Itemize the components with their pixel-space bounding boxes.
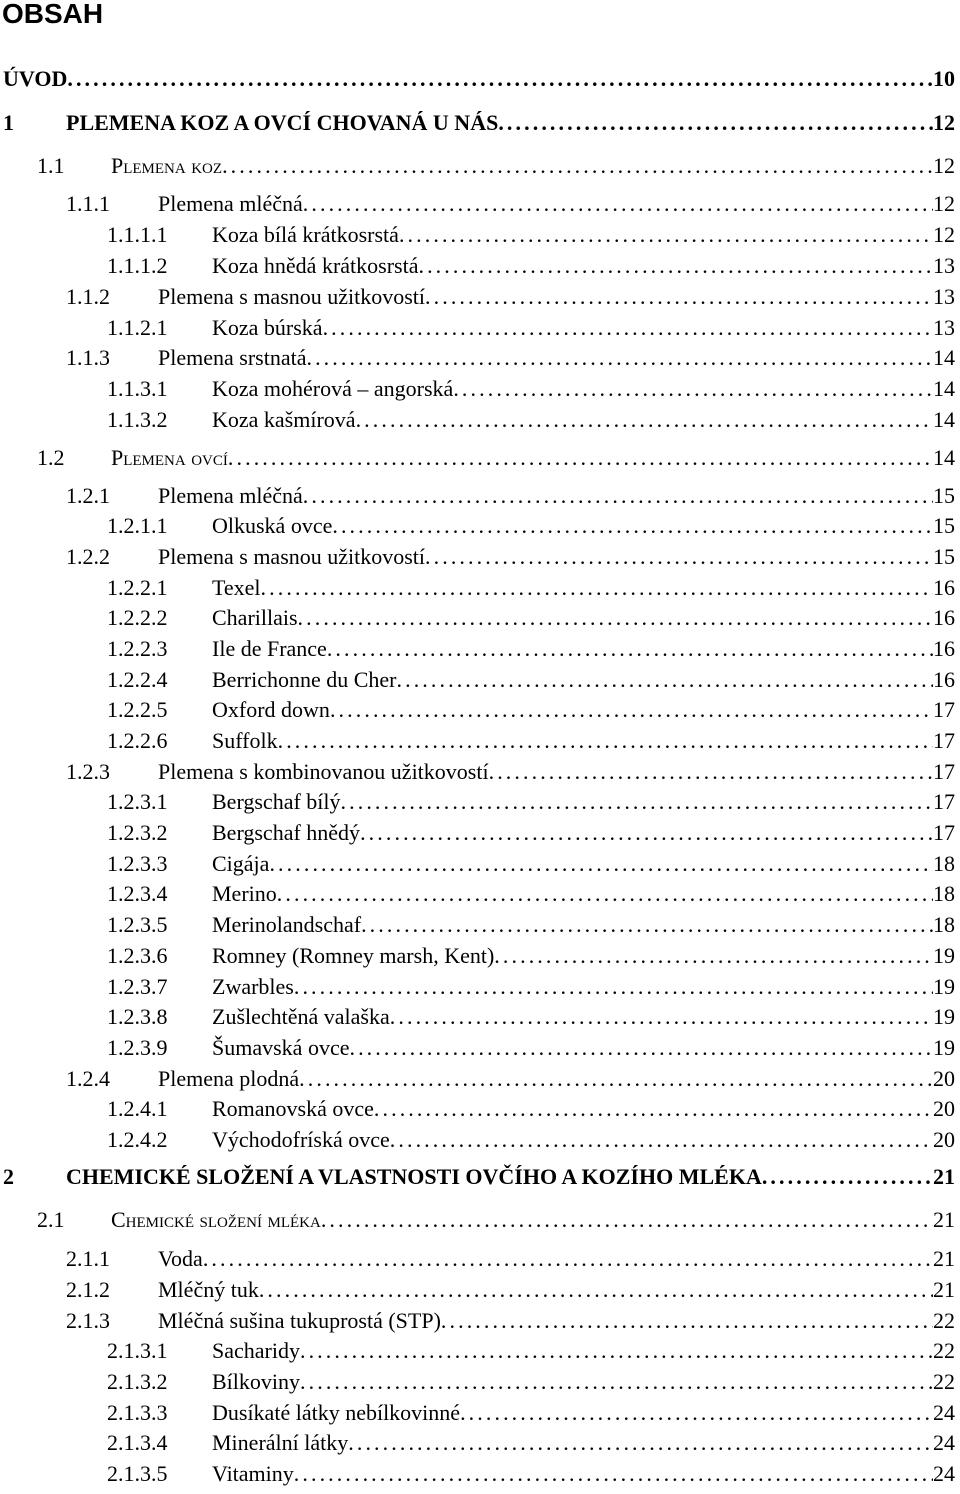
toc-entry[interactable] (0, 108, 955, 138)
toc-dot-leader (300, 1367, 933, 1397)
toc-entry[interactable] (0, 941, 955, 971)
toc-entry-page: 17 (933, 820, 955, 845)
toc-dot-leader (762, 1162, 933, 1192)
toc-entry-title: Zušlechtěná valaška (212, 1002, 390, 1032)
toc-entry-title: CHEMICKÉ SLOŽENÍ A VLASTNOSTI OVČÍHO A KOZÍHO MLÉKA (66, 1162, 762, 1192)
toc-entry-page: 10 (933, 66, 955, 91)
toc-entry-title: Plemena ovcí (111, 443, 228, 473)
toc-entry[interactable] (0, 1064, 955, 1094)
toc-entry-title: Plemena s kombinovanou užitkovostí (158, 757, 489, 787)
toc-entry[interactable] (0, 151, 955, 181)
toc-dot-leader (277, 879, 933, 909)
toc-entry-page: 20 (933, 1066, 955, 1091)
toc-dot-leader (327, 634, 933, 664)
toc-entry-page: 21 (933, 1277, 955, 1302)
toc-entry-page: 21 (933, 1246, 955, 1271)
toc-dot-leader (298, 603, 933, 633)
toc-entry-number: 1.2.3.3 (107, 851, 168, 876)
toc-entry-title: Merinolandschaf (212, 910, 361, 940)
toc-entry-page: 15 (933, 483, 955, 508)
toc-entry-title: Koza mohérová – angorská (212, 374, 453, 404)
toc-entry[interactable] (0, 818, 955, 848)
toc-entry-number: 1.1.3 (66, 345, 110, 370)
toc-entry-number: 1.2.1 (66, 483, 110, 508)
toc-dot-leader (397, 665, 934, 695)
toc-entry-number: 1.1.1.2 (107, 253, 168, 278)
toc-entry-title: Východofríská ovce (212, 1125, 390, 1155)
toc-entry[interactable] (0, 603, 955, 633)
toc-dot-leader (269, 849, 933, 879)
toc-dot-leader (303, 189, 933, 219)
toc-entry-number: 1.2.3.1 (107, 789, 168, 814)
toc-entry-page: 18 (933, 851, 955, 876)
toc-entry[interactable] (0, 511, 955, 541)
toc-entry[interactable] (0, 1162, 955, 1192)
toc-dot-leader (261, 573, 933, 603)
toc-dot-leader (303, 481, 933, 511)
toc-entry-page: 24 (933, 1430, 955, 1455)
toc-dot-leader (299, 1064, 933, 1094)
toc-entry-number: 1.2.4.2 (107, 1127, 168, 1152)
toc-entry-number: 2.1.3.1 (107, 1338, 168, 1363)
toc-entry[interactable] (0, 1244, 955, 1274)
toc-entry-title: Mléčný tuk (158, 1275, 259, 1305)
toc-entry[interactable] (0, 1428, 955, 1458)
toc-dot-leader (228, 443, 933, 473)
toc-entry-number: 2.1.3.5 (107, 1461, 168, 1486)
toc-entry-title: Oxford down (212, 695, 330, 725)
toc-entry-page: 13 (933, 315, 955, 340)
toc-entry-page: 13 (933, 284, 955, 309)
toc-entry-title: Zwarbles (212, 972, 294, 1002)
toc-entry-page: 17 (933, 789, 955, 814)
toc-entry-page: 22 (933, 1338, 955, 1363)
toc-entry-number: 1.1.2.1 (107, 315, 168, 340)
toc-entry[interactable] (0, 251, 955, 281)
toc-dot-leader (361, 910, 933, 940)
toc-entry-number: 1.2.3.4 (107, 881, 168, 906)
toc-entry-number: 1.2.2.2 (107, 605, 168, 630)
toc-entry[interactable] (0, 282, 955, 312)
toc-dot-leader (259, 1275, 933, 1305)
toc-entry-number: 1.2.2.6 (107, 728, 168, 753)
toc-dot-leader (356, 405, 933, 435)
toc-entry-title: Koza hnědá krátkosrstá (212, 251, 418, 281)
toc-entry-title: Suffolk (212, 726, 278, 756)
toc-dot-leader (460, 1398, 933, 1428)
toc-dot-leader (349, 1033, 933, 1063)
toc-entry-title: Bílkoviny (212, 1367, 300, 1397)
toc-entry[interactable] (0, 665, 955, 695)
toc-entry-page: 22 (933, 1369, 955, 1394)
toc-entry-number: 1.2.3.6 (107, 943, 168, 968)
toc-entry[interactable] (0, 849, 955, 879)
toc-entry-page: 17 (933, 728, 955, 753)
toc-entry-title: Vitaminy (212, 1459, 294, 1489)
toc-entry-title: Chemické složení mléka (111, 1205, 321, 1235)
toc-entry-number: 1.1.2 (66, 284, 110, 309)
toc-entry-title: Šumavská ovce (212, 1033, 349, 1063)
toc-entry-page: 12 (933, 110, 955, 135)
toc-entry-number: 1.2.2 (66, 544, 110, 569)
page-title: OBSAH (2, 0, 104, 29)
toc-entry[interactable] (0, 634, 955, 664)
toc-entry-title: Plemena s masnou užitkovostí (158, 542, 425, 572)
toc-entry-number: 1.2.2.4 (107, 667, 168, 692)
toc-entry-number: 1.2.1.1 (107, 513, 168, 538)
toc-entry[interactable] (0, 374, 955, 404)
toc-dot-leader (323, 313, 933, 343)
toc-entry-title: Koza búrská (212, 313, 323, 343)
toc-dot-leader (330, 695, 933, 725)
toc-entry[interactable] (0, 1125, 955, 1155)
toc-entry-page: 13 (933, 253, 955, 278)
toc-entry-page: 17 (933, 759, 955, 784)
toc-entry-title: Koza bílá krátkosrstá (212, 220, 399, 250)
toc-entry-title: Texel (212, 573, 261, 603)
toc-entry-page: 20 (933, 1096, 955, 1121)
toc-entry[interactable] (0, 1336, 955, 1366)
toc-dot-leader (453, 374, 933, 404)
toc-entry-number: 1.2.2.1 (107, 575, 168, 600)
toc-entry-number: 1.2.3.7 (107, 974, 168, 999)
toc-entry-title: Ile de France (212, 634, 327, 664)
toc-entry-title: Plemena koz (111, 151, 222, 181)
toc-entry-title: Merino (212, 879, 277, 909)
toc-entry[interactable] (0, 573, 955, 603)
toc-entry-page: 14 (933, 445, 955, 470)
toc-entry[interactable] (0, 879, 955, 909)
toc-dot-leader (360, 818, 933, 848)
toc-entry-number: 1.2.4 (66, 1066, 110, 1091)
toc-entry[interactable] (0, 542, 955, 572)
toc-entry-number: 1 (3, 110, 14, 135)
toc-dot-leader (306, 343, 933, 373)
toc-entry[interactable] (0, 1033, 955, 1063)
toc-dot-leader (498, 108, 933, 138)
toc-entry-number: 1.1.1 (66, 191, 110, 216)
toc-entry-page: 18 (933, 881, 955, 906)
toc-entry[interactable] (0, 189, 955, 219)
toc-entry-title: Berrichonne du Cher (212, 665, 397, 695)
toc-entry-number: 1.1.3.1 (107, 376, 168, 401)
toc-dot-leader (390, 1125, 933, 1155)
toc-entry[interactable] (0, 1094, 955, 1124)
toc-entry-page: 24 (933, 1461, 955, 1486)
toc-entry[interactable] (0, 1002, 955, 1032)
toc-entry-page: 19 (933, 943, 955, 968)
toc-entry-number: 1.2.2.3 (107, 636, 168, 661)
toc-dot-leader (348, 1428, 933, 1458)
toc-entry-number: 2 (3, 1164, 14, 1189)
toc-entry-page: 19 (933, 1004, 955, 1029)
toc-entry-number: 1.1 (37, 153, 65, 178)
toc-entry[interactable] (0, 481, 955, 511)
toc-entry-page: 18 (933, 912, 955, 937)
toc-entry-number: 1.2.3.8 (107, 1004, 168, 1029)
toc-entry-page: 12 (933, 191, 955, 216)
toc-entry-number: 2.1.3 (66, 1308, 110, 1333)
toc-dot-leader (341, 787, 933, 817)
toc-entry[interactable] (0, 64, 955, 94)
toc-entry-title: Minerální látky (212, 1428, 348, 1458)
toc-entry-title: Plemena mléčná (158, 189, 303, 219)
toc-entry-title: Romney (Romney marsh, Kent) (212, 941, 494, 971)
toc-entry-number: 1.1.1.1 (107, 222, 168, 247)
toc-entry-page: 15 (933, 544, 955, 569)
toc-entry-title: Mléčná sušina tukuprostá (STP) (158, 1306, 441, 1336)
toc-entry-page: 16 (933, 667, 955, 692)
toc-dot-leader (278, 726, 933, 756)
toc-entry-number: 1.2.4.1 (107, 1096, 168, 1121)
toc-dot-leader (332, 511, 933, 541)
toc-entry-page: 16 (933, 605, 955, 630)
toc-entry-number: ÚVOD (3, 66, 68, 91)
toc-dot-leader (294, 972, 933, 1002)
toc-entry[interactable] (0, 695, 955, 725)
toc-dot-leader (222, 151, 933, 181)
toc-entry-number: 1.2.3 (66, 759, 110, 784)
toc-dot-leader (489, 757, 933, 787)
toc-entry-title: Sacharidy (212, 1336, 300, 1366)
toc-entry-title: Plemena mléčná (158, 481, 303, 511)
toc-entry-page: 14 (933, 407, 955, 432)
toc-entry-page: 22 (933, 1308, 955, 1333)
toc-entry-page: 12 (933, 153, 955, 178)
toc-entry[interactable] (0, 726, 955, 756)
toc-dot-leader (425, 542, 933, 572)
toc-entry-page: 12 (933, 222, 955, 247)
toc-entry-page: 24 (933, 1400, 955, 1425)
toc-entry-number: 2.1.3.3 (107, 1400, 168, 1425)
toc-entry-title: Voda (158, 1244, 203, 1274)
toc-dot-leader (399, 220, 933, 250)
toc-entry-title: Koza kašmírová (212, 405, 356, 435)
toc-entry-number: 2.1.1 (66, 1246, 110, 1271)
toc-entry[interactable] (0, 220, 955, 250)
toc-entry-number: 1.2.3.9 (107, 1035, 168, 1060)
toc-dot-leader (425, 282, 933, 312)
toc-entry-page: 21 (933, 1164, 955, 1189)
toc-entry-page: 21 (933, 1207, 955, 1232)
toc-dot-leader (300, 1336, 933, 1366)
toc-dot-leader (494, 941, 933, 971)
toc-entry-page: 15 (933, 513, 955, 538)
toc-entry[interactable] (0, 1459, 955, 1489)
toc-entry-number: 1.2.2.5 (107, 697, 168, 722)
toc-entry-page: 20 (933, 1127, 955, 1152)
toc-entry-number: 2.1.3.4 (107, 1430, 168, 1455)
toc-dot-leader (294, 1459, 933, 1489)
toc-dot-leader (418, 251, 933, 281)
toc-entry[interactable] (0, 343, 955, 373)
toc-dot-leader (374, 1094, 933, 1124)
toc-entry-title: Plemena s masnou užitkovostí (158, 282, 425, 312)
toc-entry-title: Dusíkaté látky nebílkovinné (212, 1398, 460, 1428)
toc-entry-title: Plemena srstnatá (158, 343, 306, 373)
toc-dot-leader (67, 64, 933, 94)
toc-entry[interactable] (0, 757, 955, 787)
toc-entry[interactable] (0, 1306, 955, 1336)
toc-entry-title: Romanovská ovce (212, 1094, 374, 1124)
toc-entry[interactable] (0, 972, 955, 1002)
toc-entry-page: 19 (933, 974, 955, 999)
toc-dot-leader (203, 1244, 933, 1274)
toc-entry-number: 1.2.3.2 (107, 820, 168, 845)
toc-entry[interactable] (0, 1398, 955, 1428)
toc-entry-page: 19 (933, 1035, 955, 1060)
toc-entry[interactable] (0, 443, 955, 473)
toc-entry-number: 1.1.3.2 (107, 407, 168, 432)
toc-entry-title: Bergschaf hnědý (212, 818, 360, 848)
toc-dot-leader (390, 1002, 933, 1032)
toc-entry[interactable] (0, 787, 955, 817)
toc-entry[interactable] (0, 405, 955, 435)
toc-entry[interactable] (0, 313, 955, 343)
toc-entry[interactable] (0, 910, 955, 940)
toc-entry-title: Olkuská ovce (212, 511, 332, 541)
toc-entry-page: 14 (933, 376, 955, 401)
toc-entry-title: Bergschaf bílý (212, 787, 341, 817)
toc-entry-number: 2.1 (37, 1207, 65, 1232)
toc-dot-leader (321, 1205, 933, 1235)
toc-entry[interactable] (0, 1205, 955, 1235)
toc-entry-page: 16 (933, 636, 955, 661)
toc-entry[interactable] (0, 1275, 955, 1305)
toc-entry-page: 17 (933, 697, 955, 722)
toc-entry-number: 2.1.2 (66, 1277, 110, 1302)
toc-entry-number: 1.2.3.5 (107, 912, 168, 937)
toc-entry-number: 1.2 (37, 445, 65, 470)
toc-entry-title: Plemena plodná (158, 1064, 299, 1094)
toc-entry-title: PLEMENA KOZ A OVCÍ CHOVANÁ U NÁS (66, 108, 498, 138)
toc-entry-title: Cigája (212, 849, 269, 879)
toc-entry-title: Charillais (212, 603, 298, 633)
toc-entry-number: 2.1.3.2 (107, 1369, 168, 1394)
toc-entry-page: 16 (933, 575, 955, 600)
toc-entry[interactable] (0, 1367, 955, 1397)
toc-dot-leader (441, 1306, 933, 1336)
toc-entry-page: 14 (933, 345, 955, 370)
